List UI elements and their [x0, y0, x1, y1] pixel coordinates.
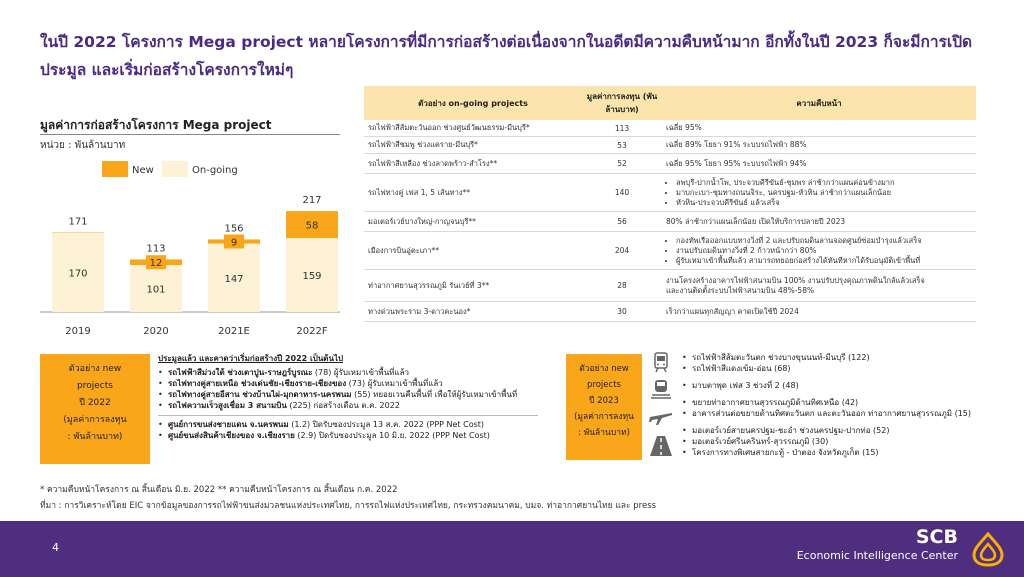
project-name: มอเตอร์เวย์บางใหญ่-กาญจนบุรี** — [364, 212, 582, 232]
list-item — [158, 400, 558, 411]
box-line: (มูลค่าการลงทุน — [574, 412, 634, 422]
footer-bar — [0, 521, 1024, 577]
progress-item: • งานปรับถมดินทางวิ่งที่ 2 ก้าวหน้ากว่า 80% — [676, 246, 972, 256]
scb-logo-icon — [970, 531, 1006, 567]
data-label-ongoing-2022F: 159 — [302, 271, 322, 283]
progress-text: เร็วกว่าแผนทุกสัญญา คาดเปิดใช้ปี 2024 — [666, 306, 799, 316]
new-2022-header: ประมูลแล้ว และคาดว่าเริ่มก่อสร้างปี 2022 เป็นต้นไป — [158, 354, 344, 363]
box-line: (มูลค่าการลงทุน — [63, 415, 127, 425]
data-label-new-2022F: 58 — [305, 220, 319, 232]
table-row — [364, 302, 976, 322]
project-name: ศูนย์การขนส่งชายแดน จ.นครพนม — [168, 420, 289, 429]
list-item — [158, 419, 558, 430]
x-tick-label-2022F: 2022F — [296, 326, 328, 337]
box-line: ตัวอย่าง new — [579, 364, 629, 374]
project-detail: (225) ก่อสร้างเดือน ต.ค. 2022 — [286, 401, 400, 410]
legend-swatch-new — [102, 161, 128, 177]
progress-cell — [662, 212, 976, 232]
table-row — [364, 270, 976, 302]
progress-cell — [662, 174, 976, 212]
project-name: รถไฟฟ้าสีม่วงใต้ ช่วงเตาปูน-ราษฎร์บูรณะ — [168, 368, 313, 377]
project-name: ทางด่วนพระราม 3-ดาวคะนอง* — [364, 302, 582, 322]
progress-cell — [662, 302, 976, 322]
list-item: • มอเตอร์เวย์สายนครปฐม-ชะอำ ช่วงนครปฐม-ปากท่อ (52) — [682, 425, 1022, 436]
progress-cell — [662, 137, 976, 154]
table-row — [364, 154, 976, 174]
legend-label-new: New — [132, 165, 154, 176]
plane-icon — [648, 405, 674, 427]
project-group — [682, 397, 1022, 419]
footnote-progress-dates: * ความคืบหน้าโครงการ ณ สิ้นเดือน มิ.ย. 2022 ** ความคืบหน้าโครงการ ณ สิ้นเดือน ก.ค. 2022 — [40, 485, 398, 495]
list-item: • อาคารส่วนต่อขยายด้านทิศตะวันตก และตะวันออก ท่าอากาศยานสุวรรณภูมิ (15) — [682, 408, 1022, 419]
list-item — [158, 378, 558, 389]
list-item — [158, 389, 558, 400]
bar-chart — [30, 155, 350, 350]
progress-text: 80% ล่าช้ากว่าแผนเล็กน้อย เปิดให้บริการปลายปี 2023 — [666, 216, 846, 226]
data-label-new-2020: 12 — [149, 258, 163, 270]
project-name: เมืองการบินอู่ตะเภา** — [364, 232, 582, 270]
progress-text: และงานติดตั้งระบบไฟฟ้าสนามบิน 48%-58% — [666, 285, 815, 295]
box-line: : พันล้านบาท) — [578, 428, 630, 438]
chart-unit-label: หน่วย : พันล้านบาท — [40, 140, 126, 151]
road-icon — [648, 435, 674, 457]
data-label-new-2021E: 9 — [230, 237, 238, 249]
project-name: ท่าอากาศยานสุวรรณภูมิ รันเวย์ที่ 3** — [364, 270, 582, 302]
progress-item: • หัวหิน-ประจวบคีรีขันธ์ แล้วเสร็จ — [676, 198, 972, 208]
data-label-ongoing-2021E: 147 — [224, 273, 244, 285]
progress-cell — [662, 232, 976, 270]
new-projects-2022-list — [158, 352, 558, 441]
project-group — [682, 425, 1022, 458]
brand-subtitle: Economic Intelligence Center — [796, 549, 958, 562]
chart-divider — [40, 134, 340, 135]
table-row — [364, 232, 976, 270]
list-item: • รถไฟฟ้าสีแดงเข้ม-อ่อน (68) — [682, 363, 1022, 374]
project-name: รถไฟฟ้าสีส้มตะวันออก ช่วงศูนย์วัฒนธรรม-มีนบุรี* — [364, 120, 582, 137]
list-item: • รถไฟฟ้าสีส้มตะวันตก ช่วงบางขุนนนท์-มีนบุรี (122) — [682, 352, 1022, 363]
progress-text: งานโครงสร้างอาคารไฟฟ้าสนามบิน 100% งานปรับปรุงคุณภาพดินใกล้แล้วเสร็จ — [666, 275, 925, 285]
investment-value: 56 — [582, 212, 662, 232]
table-row — [364, 212, 976, 232]
progress-text: เฉลี่ย 95% — [666, 123, 702, 132]
progress-cell — [662, 120, 976, 137]
x-tick-label-2019: 2019 — [65, 326, 91, 337]
project-detail: (78) ผู้รับเหมาเข้าพื้นที่แล้ว — [312, 368, 409, 377]
table-row — [364, 137, 976, 154]
new-projects-2022-box — [40, 354, 150, 464]
legend-swatch-ongoing — [162, 161, 188, 177]
investment-value: 140 — [582, 174, 662, 212]
legend-label-ongoing: On-going — [192, 165, 238, 176]
total-label-2021E: 156 — [224, 223, 244, 235]
divider — [158, 415, 538, 416]
project-name: รถไฟทางคู่ เฟส 1, 5 เส้นทาง** — [364, 174, 582, 212]
investment-value: 204 — [582, 232, 662, 270]
project-name: รถไฟทางคู่สายอีสาน ช่วงบ้านไผ่-มุกดาหาร-นครพนม — [168, 390, 352, 399]
progress-item: • กองทัพเรือออกแบบทางวิ่งที่ 2 และปรับถมดินลานจอดศูนย์ซ่อมบำรุงแล้วเสร็จ — [676, 236, 972, 246]
project-detail: (73) ผู้รับเหมาเข้าพื้นที่แล้ว — [346, 379, 443, 388]
chart-title: มูลค่าการก่อสร้างโครงการ Mega project — [40, 118, 272, 132]
table-row — [364, 120, 976, 137]
train-icon — [648, 352, 674, 374]
investment-value: 30 — [582, 302, 662, 322]
table-header-project: ตัวอย่าง on-going projects — [364, 86, 582, 120]
data-label-ongoing-2019: 170 — [68, 268, 88, 280]
project-name: รถไฟทางคู่สายเหนือ ช่วงเด่นชัย-เชียงราย-เชียงของ — [168, 379, 347, 388]
total-label-2020: 113 — [146, 243, 166, 255]
list-item — [158, 430, 558, 441]
x-tick-label-2021E: 2021E — [218, 326, 250, 337]
list-item: • มาบตาพุด เฟส 3 ช่วงที่ 2 (48) — [682, 380, 1022, 391]
progress-item: • ลพบุรี-ปากน้ำโพ, ประจวบคีรีขันธ์-ชุมพร ล่าช้ากว่าแผนค่อนข้างมาก — [676, 178, 972, 188]
total-label-2019: 171 — [68, 216, 88, 228]
new-projects-2023-list — [682, 352, 1022, 463]
investment-value: 52 — [582, 154, 662, 174]
table-header-investment: มูลค่าการลงทุน (พันล้านบาท) — [582, 86, 662, 120]
x-tick-label-2020: 2020 — [143, 326, 169, 337]
project-name: รถไฟความเร็วสูงเชื่อม 3 สนามบิน — [168, 401, 287, 410]
project-name: รถไฟฟ้าสีชมพู ช่วงแคราย-มีนบุรี* — [364, 137, 582, 154]
rail-icon — [648, 378, 674, 400]
progress-cell — [662, 154, 976, 174]
total-label-2022F: 217 — [302, 195, 322, 207]
list-item: • ขยายท่าอากาศยานสุวรรณภูมิด้านทิศเหนือ (42) — [682, 397, 1022, 408]
project-name: ศูนย์ขนส่งสินค้าเชียงของ จ.เชียงราย — [168, 431, 295, 440]
progress-text: เฉลี่ย 89% โยธา 91% ระบบรถไฟฟ้า 88% — [666, 140, 807, 149]
new-projects-2023-box — [566, 354, 642, 460]
footnote-source: ที่มา : การวิเคราะห์โดย EIC จากข้อมูลของการรถไฟฟ้าขนส่งมวลชนแห่งประเทศไทย, การรถไฟแห่งประเทศไทย, กระทรวงคมนาคม, บมจ. ท่าอากาศยานไทย และ press — [40, 501, 657, 511]
page-number: 4 — [52, 541, 59, 554]
box-line: ตัวอย่าง new — [68, 364, 122, 374]
investment-value: 113 — [582, 120, 662, 137]
list-item — [158, 367, 558, 378]
project-detail: (55) ทยอยเวนคืนพื้นที่ เพื่อให้ผู้รับเหมาเข้าพื้นที่ — [351, 390, 518, 399]
brand-name: SCB — [915, 526, 958, 548]
box-line: : พันล้านบาท) — [67, 432, 123, 442]
list-item: • โครงการทางพิเศษสายกะทู้ - ป่าตอง จังหวัดภูเก็ต (15) — [682, 447, 1022, 458]
progress-cell — [662, 270, 976, 302]
project-detail: (1.2) ปิดรับซองประมูล 13 ส.ค. 2022 (PPP Net Cost) — [288, 420, 485, 429]
ongoing-projects-table — [364, 86, 976, 322]
progress-item: • มาบกะเบา-ชุมทางถนนจิระ, นครปฐม-หัวหิน ล่าช้ากว่าแผนเล็กน้อย — [676, 188, 972, 198]
list-item: • มอเตอร์เวย์ศรีนครินทร์-สุวรรณภูมิ (30) — [682, 436, 1022, 447]
project-name: รถไฟฟ้าสีเหลือง ช่วงลาดพร้าว-สำโรง** — [364, 154, 582, 174]
box-line: projects — [587, 380, 621, 390]
project-detail: (2.9) ปิดรับซองประมูล 10 มิ.ย. 2022 (PPP Net Cost) — [294, 431, 490, 440]
table-header-progress: ความคืบหน้า — [662, 86, 976, 120]
data-label-ongoing-2020: 101 — [146, 284, 166, 296]
project-group — [682, 352, 1022, 374]
progress-item: • ผู้รับเหมาเข้าพื้นที่แล้ว สามารถทยอยก่อสร้างได้ทันทีหากได้รับอนุมัติเข้าพื้นที่ — [676, 256, 972, 266]
investment-value: 28 — [582, 270, 662, 302]
project-group — [682, 380, 1022, 391]
box-line: ปี 2023 — [589, 396, 619, 406]
box-line: projects — [77, 381, 113, 391]
box-line: ปี 2022 — [79, 398, 111, 408]
progress-text: เฉลี่ย 95% โยธา 95% ระบบรถไฟฟ้า 94% — [666, 158, 807, 168]
investment-value: 53 — [582, 137, 662, 154]
table-row — [364, 174, 976, 212]
page-title: ในปี 2022 โครงการ Mega project หลายโครงการที่มีการก่อสร้างต่อเนื่องจากในอดีตมีความคืบหน้ามาก อีกทั้งในปี 2023 ก็จะมีการเปิดประมูล และเริ่มก่อสร้างโครงการใหม่ๆ — [40, 33, 973, 79]
